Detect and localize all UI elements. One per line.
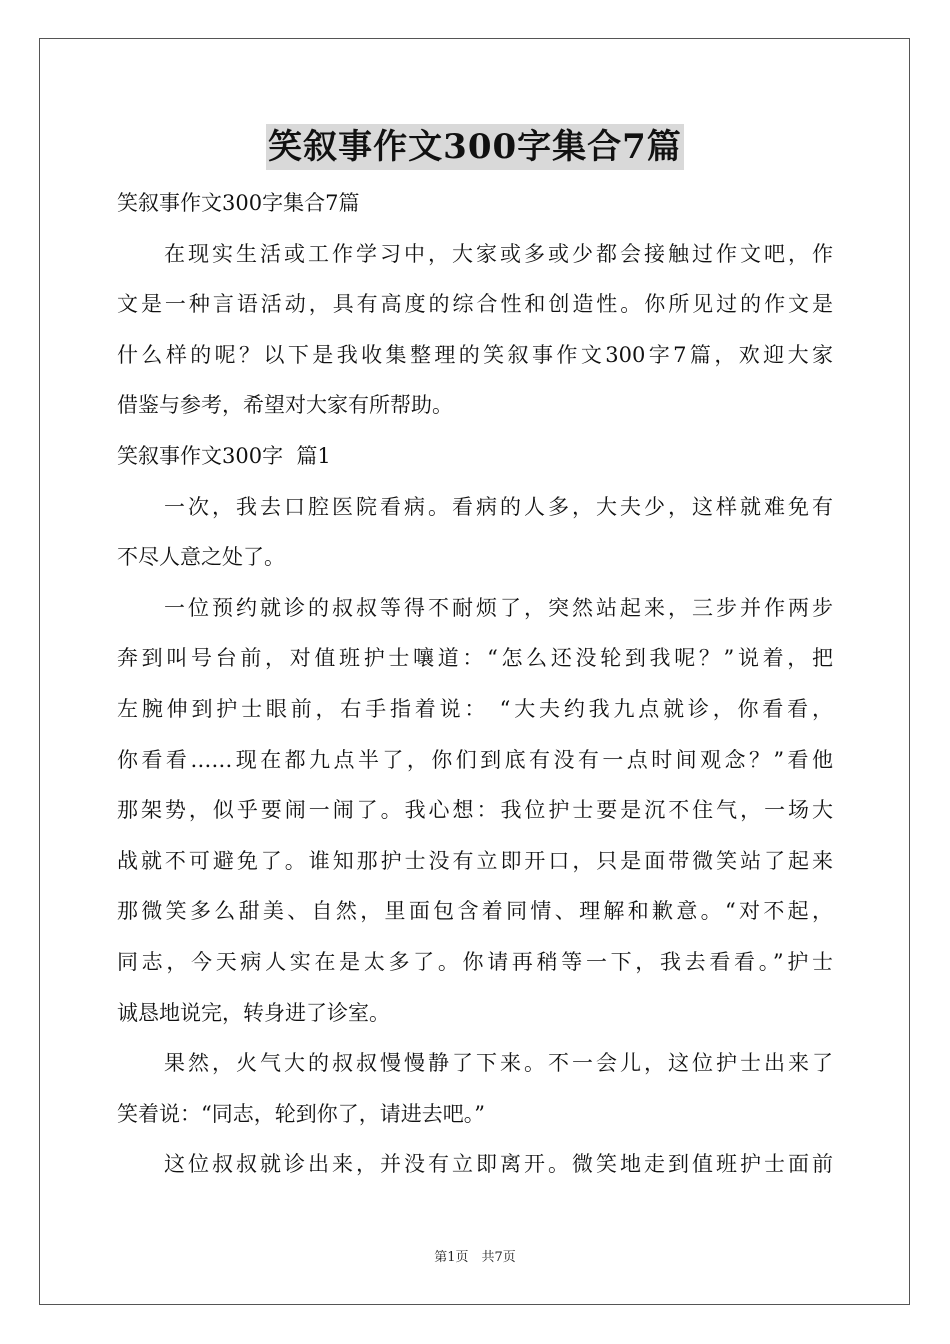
- paragraph-line: 战就不可避免了。谁知那护士没有立即开口，只是面带微笑站了起来: [117, 848, 833, 873]
- paragraph-line: 一位预约就诊的叔叔等得不耐烦了，突然站起来，三步并作两步: [164, 595, 833, 620]
- paragraph-line: 同志，今天病人实在是太多了。你请再稍等一下，我去看看。”护士: [117, 949, 833, 974]
- paragraph-line: 不尽人意之处了。: [117, 545, 285, 570]
- paragraph-line: 一次，我去口腔医院看病。看病的人多，大夫少，这样就难免有: [164, 494, 833, 519]
- paragraph-line: 奔到叫号台前，对值班护士嚷道：“怎么还没轮到我呢？”说着，把: [117, 646, 833, 671]
- paragraph-line: 果然，火气大的叔叔慢慢静了下来。不一会儿，这位护士出来了: [164, 1051, 833, 1076]
- intro-line: 在现实生活或工作学习中，大家或多或少都会接触过作文吧，作: [164, 241, 833, 266]
- paragraph-line: 左腕伸到护士眼前，右手指着说： “大夫约我九点就诊，你看看，: [117, 696, 833, 721]
- paragraph-line: 诚恳地说完，转身进了诊室。: [117, 1000, 390, 1025]
- paragraph-line: 你看看……现在都九点半了，你们到底有没有一点时间观念？”看他: [117, 747, 833, 772]
- document-body: [117, 178, 833, 1190]
- title-container: [0, 124, 950, 170]
- subtitle: 笑叙事作文300字集合7篇: [117, 191, 360, 215]
- intro-line: 什么样的呢？以下是我收集整理的笑叙事作文300字7篇，欢迎大家: [117, 342, 833, 367]
- intro-line: 文是一种言语活动，具有高度的综合性和创造性。你所见过的作文是: [117, 292, 833, 317]
- paragraph-line: 那架势，似乎要闹一闹了。我心想：我位护士要是沉不住气，一场大: [117, 798, 833, 823]
- paragraph-line: 笑着说：“同志，轮到你了，请进去吧。”: [117, 1101, 485, 1126]
- section-heading: 笑叙事作文300字 篇1: [117, 443, 331, 468]
- intro-line: 借鉴与参考，希望对大家有所帮助。: [117, 393, 453, 418]
- paragraph-line: 那微笑多么甜美、自然，里面包含着同情、理解和歉意。“对不起，: [117, 899, 833, 924]
- page-number: 第1页 共7页: [434, 1250, 516, 1265]
- paragraph-line: 这位叔叔就诊出来，并没有立即离开。微笑地走到值班护士面前: [164, 1152, 833, 1177]
- document-title: 笑叙事作文300字集合7篇: [266, 124, 684, 170]
